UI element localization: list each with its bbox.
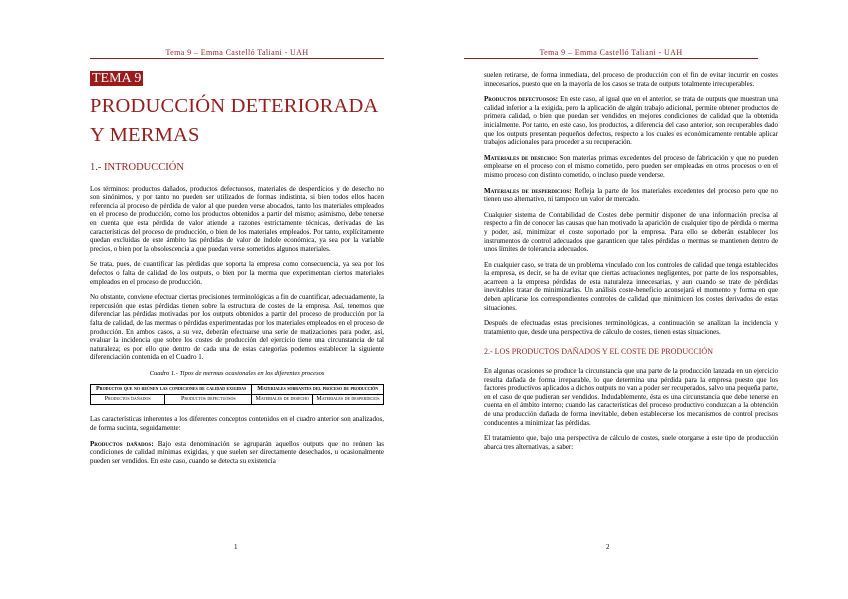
table-cell: Materiales de desecho xyxy=(252,395,313,405)
paragraph: Después de efectuadas estas precisiones terminológicas, a continuación se analizan la incidencia y tratamiento que, desde una perspectiva de cálculo de costes, tienen estas situaciones. xyxy=(484,319,778,336)
table-cell: Productos defectuosos xyxy=(165,395,252,405)
paragraph: El tratamiento que, bajo una perspectiva de cálculo de costes, suele otorgarse a este tipo de producción abarca tres alternativas, a saber: xyxy=(484,434,778,451)
section-heading-1: 1.- INTRODUCCIÓN xyxy=(90,162,184,173)
chapter-title-line-2: Y MERMAS xyxy=(90,124,200,146)
section-heading-2: 2.- LOS PRODUCTOS DAÑADOS Y EL COSTE DE PRODUCCIÓN xyxy=(484,347,713,357)
paragraph xyxy=(90,440,384,466)
paragraph xyxy=(484,95,778,147)
mermas-table xyxy=(90,384,384,405)
chapter-title-line-1: PRODUCCIÓN DETERIORADA xyxy=(90,95,379,117)
table-cell: Materiales de desperdicios xyxy=(313,395,384,405)
paragraph: En cualquier caso, se trata de un problema vinculado con los controles de calidad que tenga establecidos la empresa, es decir, se ha de evitar que ciertas actuaciones negligentes, por parte de los responsables, acarreen a la empresa pérdidas de esta naturaleza innecesarias, y aun cuando se trate de pérdidas inevitables tratar de minimizarlas. Un análisis coste-beneficio aconsejará el momento y forma en que deben aplicarse los correspondientes controles de calidad que minimicen los costes derivados de estas situaciones. xyxy=(484,260,778,312)
paragraph: No obstante, conviene efectuar ciertas precisiones terminológicas a fin de cuantificar, adecuadamente, la repercusión que estas pérdidas tienen sobre la estructura de costes de la empresa. Así, tenemos que diferenciar las pérdidas motivadas por los outputs obtenidos a partir del proceso de producción por la falta de calidad, de las mermas o pérdidas experimentadas por los materiales empleados en el proceso de producción. En ambos casos, a su vez, deberán efectuarse una serie de matizaciones para poder, así, evaluar la incidencia que sobre los costes de producción del ejercicio tiene una circunstancia de tal naturaleza; es por ello que dentro de cada una de estas categorías podemos establecer la siguiente diferenciación contenida en el Cuadro 1. xyxy=(90,293,384,362)
table-header-products: Productos que no reúnen las condiciones de calidad exigidas xyxy=(91,385,252,395)
header-rule xyxy=(90,58,384,59)
running-header: Tema 9 – Emma Castelló Taliani - UAH xyxy=(165,48,309,57)
paragraph xyxy=(484,187,778,204)
page-number: 1 xyxy=(234,543,238,551)
paragraph: Las características inherentes a los diferentes conceptos contenidos en el cuadro anterior son analizados, de forma sucinta, seguidamente: xyxy=(90,415,384,433)
chapter-tag: TEMA 9 xyxy=(92,71,142,86)
term-label: Productos dañados: xyxy=(90,439,154,448)
page-1-body xyxy=(90,71,384,472)
header-rule xyxy=(464,58,758,59)
table-header-materials: Materiales sobrantes del proceso de producción xyxy=(252,385,384,395)
paragraph: En algunas ocasiones se produce la circunstancia que una parte de la producción lanzada en un ejercicio resulta dañada de forma irreparable, lo que determina una pérdida para la empresa puesto que los factores productivos aplicados a dichos outputs no van a poder ser recuperados, salvo una pequeña parte, en el caso de que pudieran ser vendidos. Indudablemente, ésta es una circunstancia que debe tenerse en cuenta en el ámbito interno; cuando las características del proceso productivo conduzcan a la obtención de una producción dañada de forma inevitable, deben establecerse los mecanismos de control precisos conducentes a minimizar las pérdidas. xyxy=(484,367,778,427)
running-header: Tema 9 – Emma Castelló Taliani - UAH xyxy=(539,48,683,57)
page-number: 2 xyxy=(606,543,610,551)
paragraph xyxy=(484,154,778,180)
paragraph: suelen retirarse, de forma inmediata, del proceso de producción con el fin de evitar incurrir en costes innecesarios, puesto que en la mayoría de los casos se trata de outputs totalmente irrecuperables. xyxy=(484,71,778,88)
page-2 xyxy=(424,0,848,599)
term-label: Productos defectuosos: xyxy=(484,95,559,104)
page-2-body xyxy=(484,71,778,458)
term-text: Refleja la parte de los materiales excedentes del proceso pero que no tienen uso alternativo, ni tampoco un valor de mercado. xyxy=(484,186,778,204)
paragraph: Cualquier sistema de Contabilidad de Costes debe permitir disponer de una información precisa al respecto a fin de conocer las causas que han motivado la aparición de cualquier tipo de pérdida o merma y poder, así, minimizar el coste soportado por la empresa. Para ello se deberán establecer los instrumentos de control adecuados que garanticen que tales pérdidas o mermas se mantienen dentro de unos límites de tolerancia adecuados. xyxy=(484,210,778,254)
table-caption: Cuadro 1.- Tipos de mermas ocasionales en los diferentes procesos xyxy=(149,369,325,377)
term-text: Son materias primas excedentes del proceso de fabricación y que no pueden emplearse en el proceso con el mismo cometido, pero pueden ser empleadas en otros procesos o en el mismo proceso con distinto cometido, o incluso puede venderse. xyxy=(484,153,779,179)
term-label: Materiales de desperdicios: xyxy=(484,186,572,195)
term-text: En este caso, al igual que en el anterior, se trata de outputs que muestran una calidad inferior a la exigida, pero la aplicación de algún trabajo adicional, permite obtener productos de primera calidad, o bien que puedan ser vendidos en mejores condiciones de calidad que la obtenida inicialmente. Por tanto, en este caso, los productos, a diferencia del caso anterior, son recuperables dado que los outputs presentan pequeños defectos, respecto a los cuales es económicamente rentable aplicar trabajos adicionales para proceder a su recuperación. xyxy=(484,95,779,147)
term-text: Bajo esta denominación se agruparán aquellos outputs que no reúnen las condiciones de calidad mínimas exigidas, y que suelen ser directamente desechados, u ocasionalmente pueden ser vendidos. En este caso, cuando se detecta su existencia xyxy=(90,439,385,465)
paragraph: Los términos: productos dañados, productos defectuosos, materiales de desperdicios y de desecho no son sinónimos, y por tanto no pueden ser utilizados de formas indistinta, si bien todos ellos hacen referencia al proceso de pérdida de valor al que pueden verse abocados, tanto los materiales empleados en el proceso de producción, como los productos obtenidos a partir del mismo; asimismo, debe tenerse en cuenta que esta pérdida de valor atiende a razones estrictamente técnicas, derivadas de las características del proceso de producción, o bien de los materiales empleados. Por tanto, explícitamente quedan excluidas de este ámbito las pérdidas de valor de índole económica, ya sea por la variable precios, o bien por la obsolescencia a que puedan verse sometidos algunos materiales. xyxy=(90,184,384,253)
table-cell: Productos dañados xyxy=(91,395,165,405)
term-label: Materiales de desecho: xyxy=(484,153,558,162)
paragraph: Se trata, pues, de cuantificar las pérdidas que soporta la empresa como consecuencia, ya sea por los defectos o falta de calidad de los outputs, o bien por la merma que experimentan ciertos materiales empleados en el proceso de producción. xyxy=(90,260,384,286)
